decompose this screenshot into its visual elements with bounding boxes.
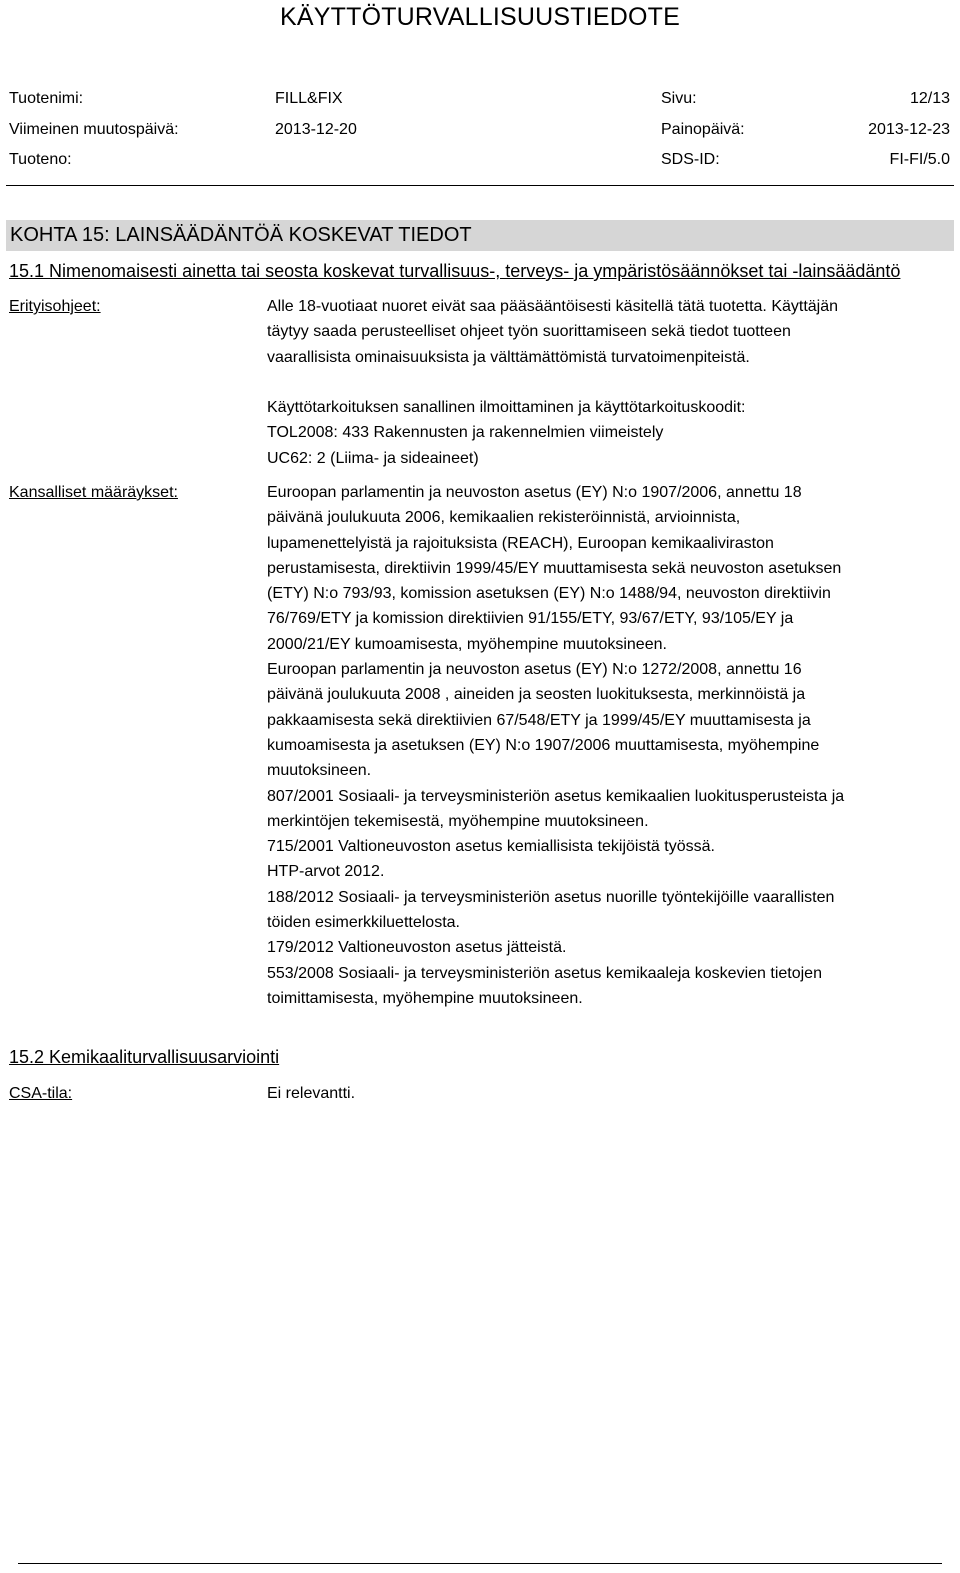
print-date-label: Painopäivä: — [661, 121, 745, 138]
special-instructions-text — [267, 294, 955, 370]
national-regulations-text — [267, 480, 955, 1011]
header-divider — [6, 185, 954, 186]
text-line: muutoksineen. — [267, 762, 372, 780]
product-name-label: Tuotenimi: — [9, 90, 84, 107]
print-date-value: 2013-12-23 — [868, 121, 950, 138]
text-line: täytyy saada perusteelliset ohjeet työn suorittamiseen sekä tiedot tuotteen — [267, 323, 791, 341]
revision-date-label: Viimeinen muutospäivä: — [9, 121, 179, 138]
text-line: toimittamisesta, myöhempine muutoksineen. — [267, 989, 583, 1007]
revision-date-value: 2013-12-20 — [275, 121, 357, 138]
national-regulations-label: Kansalliset määräykset: — [9, 484, 178, 501]
header-row-product-number — [0, 148, 960, 172]
text-line: TOL2008: 433 Rakennusten ja rakennelmien viimeistely — [267, 424, 664, 442]
product-number-label: Tuoteno: — [9, 151, 72, 168]
page-label: Sivu: — [661, 90, 697, 107]
product-name-value: FILL&FIX — [275, 90, 343, 107]
csa-status-label: CSA-tila: — [9, 1085, 73, 1102]
text-line: 179/2012 Valtioneuvoston asetus jätteistä. — [267, 939, 567, 957]
text-line: merkintöjen tekemisestä, myöhempine muutoksineen. — [267, 812, 649, 830]
text-line: (ETY) N:o 793/93, komission asetuksen (EY) N:o 1488/94, neuvoston direktiivin — [267, 585, 831, 603]
text-line: Alle 18-vuotiaat nuoret eivät saa pääsääntöisesti käsitellä tätä tuotetta. Käyttäjän — [267, 298, 839, 315]
csa-status-value — [267, 1081, 955, 1106]
text-line: töiden esimerkkiluettelosta. — [267, 914, 460, 932]
text-line: kumoamisesta ja asetuksen (EY) N:o 1907/2006 muuttamisesta, myöhempine — [267, 736, 820, 754]
text-line: perustamisesta, direktiivin 1999/45/EY muuttamisesta sekä neuvoston asetuksen — [267, 559, 842, 577]
subsection-15-1-heading: 15.1 Nimenomaisesti ainetta tai seosta koskevat turvallisuus-, terveys- ja ympäristösäännökset tai -lainsäädäntö — [9, 261, 901, 281]
text-line: päivänä joulukuuta 2006, kemikaalien rekisteröinnistä, arvioinnista, — [267, 509, 741, 527]
sds-id-value: FI-FI/5.0 — [889, 151, 950, 168]
document-title: KÄYTTÖTURVALLISUUSTIEDOTE — [280, 3, 680, 31]
footer-divider — [18, 1563, 942, 1564]
text-line: pakkaamisesta sekä direktiivien 67/548/ETY ja 1999/45/EY muuttamisesta ja — [267, 711, 811, 729]
page-value: 12/13 — [909, 90, 950, 107]
text-line: lupamenettelyistä ja rajoituksista (REACH), Euroopan kemikaaliviraston — [267, 534, 774, 552]
text-line: Käyttötarkoituksen sanallinen ilmoittaminen ja käyttötarkoituskoodit: — [267, 399, 746, 416]
section-15-heading: KOHTA 15: LAINSÄÄDÄNTÖÄ KOSKEVAT TIEDOT — [6, 220, 954, 251]
text-line: 807/2001 Sosiaali- ja terveysministeriön asetus kemikaalien luokitusperusteista ja — [267, 787, 845, 805]
header-row-product-name — [0, 87, 960, 111]
text-line: 553/2008 Sosiaali- ja terveysministeriön asetus kemikaaleja koskevien tietojen — [267, 964, 822, 982]
text-line: 715/2001 Valtioneuvoston asetus kemiallisista tekijöistä työssä. — [267, 838, 715, 856]
text-line: 2000/21/EY kumoamisesta, myöhempine muutoksineen. — [267, 635, 667, 653]
special-instructions-label: Erityisohjeet: — [9, 298, 101, 315]
text-line: 188/2012 Sosiaali- ja terveysministeriön asetus nuorille työntekijöille vaarallisten — [267, 888, 835, 906]
text-line: Euroopan parlamentin ja neuvoston asetus (EY) N:o 1907/2006, annettu 18 — [267, 484, 802, 501]
text-line: Euroopan parlamentin ja neuvoston asetus (EY) N:o 1272/2008, annettu 16 — [267, 661, 802, 679]
text-line: UC62: 2 (Liima- ja sideaineet) — [267, 449, 479, 467]
sds-id-label: SDS-ID: — [661, 151, 720, 168]
subsection-15-2-heading: 15.2 Kemikaaliturvallisuusarviointi — [9, 1047, 280, 1067]
header-row-revision-date — [0, 118, 960, 142]
text-line: HTP-arvot 2012. — [267, 863, 385, 881]
text-line: vaarallisista ominaisuuksista ja välttämättömistä turvatoimenpiteistä. — [267, 348, 750, 366]
text-line: 76/769/ETY ja komission direktiivien 91/155/ETY, 93/67/ETY, 93/105/EY ja — [267, 610, 794, 628]
text-line: päivänä joulukuuta 2008 , aineiden ja seosten luokituksesta, merkinnöistä ja — [267, 686, 806, 704]
text-line: Ei relevantti. — [267, 1085, 356, 1102]
use-description-text — [267, 395, 955, 471]
